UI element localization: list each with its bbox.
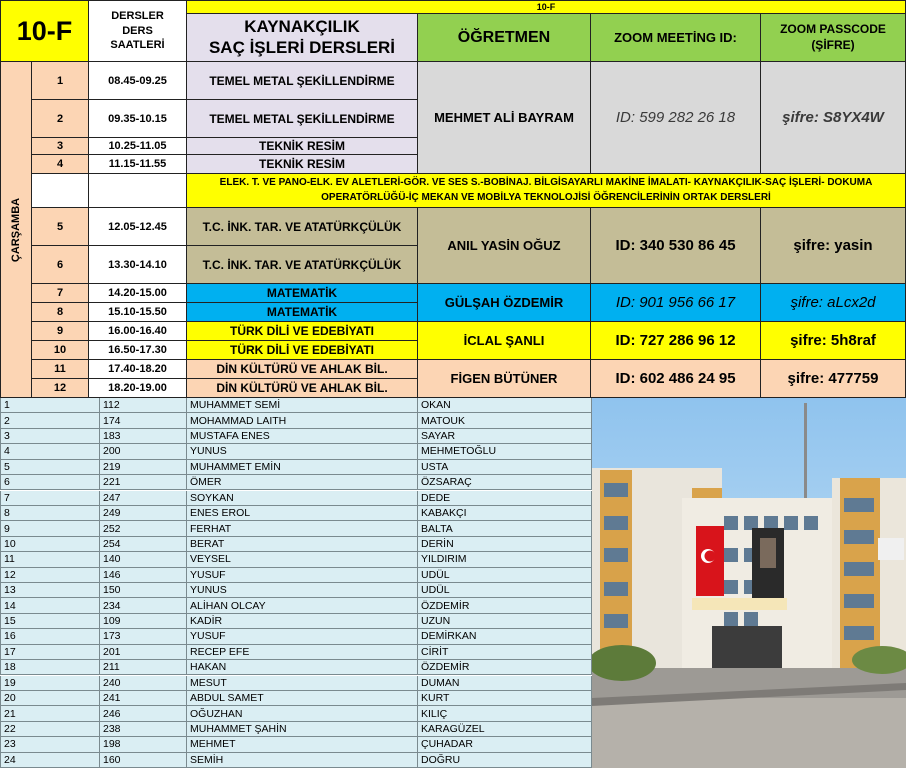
student-last-name: ÖZSARAÇ (418, 475, 592, 490)
student-last-name: KURT (418, 691, 592, 706)
table-row (0, 583, 592, 598)
row-number: 7 (0, 491, 100, 506)
student-last-name: DOĞRU (418, 753, 592, 768)
student-first-name: ENES EROL (187, 506, 418, 521)
row-number: 20 (0, 691, 100, 706)
period-time: 09.35-10.15 (89, 100, 187, 138)
row-number: 5 (0, 460, 100, 475)
row-number: 3 (0, 429, 100, 444)
period-subject: TÜRK DİLİ VE EDEBİYATI (187, 341, 418, 360)
period-number: 11 (32, 360, 89, 379)
period-subject: T.C. İNK. TAR. VE ATATÜRKÇÜLÜK (187, 208, 418, 246)
row-number: 19 (0, 676, 100, 691)
student-number: 173 (100, 629, 187, 644)
row-number: 11 (0, 552, 100, 567)
student-number: 160 (100, 753, 187, 768)
student-number: 238 (100, 722, 187, 737)
row-number: 1 (0, 398, 100, 413)
student-number: 198 (100, 737, 187, 752)
period-subject: DİN KÜLTÜRÜ VE AHLAK BİL. (187, 379, 418, 398)
passcode-header: ZOOM PASSCODE (ŞİFRE) (761, 14, 906, 62)
period-time: 10.25-11.05 (89, 138, 187, 155)
student-first-name: FERHAT (187, 521, 418, 536)
student-number: 252 (100, 521, 187, 536)
school-building-image (592, 398, 906, 768)
row-number: 13 (0, 583, 100, 598)
student-last-name: MEHMETOĞLU (418, 444, 592, 459)
student-last-name: ÖZDEMİR (418, 598, 592, 613)
period-subject: TEKNİK RESİM (187, 155, 418, 174)
table-row (0, 706, 592, 721)
zoom-id: ID: 901 956 66 17 (591, 284, 761, 322)
row-number: 18 (0, 660, 100, 675)
table-row (0, 475, 592, 490)
student-last-name: CİRİT (418, 645, 592, 660)
student-number: 112 (100, 398, 187, 413)
row-number: 9 (0, 521, 100, 536)
class-name: 10-F (0, 0, 89, 62)
student-first-name: YUNUS (187, 444, 418, 459)
row-number: 4 (0, 444, 100, 459)
period-time: 08.45-09.25 (89, 62, 187, 100)
student-number: 146 (100, 568, 187, 583)
table-row (0, 460, 592, 475)
student-first-name: SEMİH (187, 753, 418, 768)
table-row (0, 521, 592, 536)
period-number: 6 (32, 246, 89, 284)
day-label: ÇARŞAMBA (0, 62, 32, 398)
student-first-name: BERAT (187, 537, 418, 552)
row-number: 14 (0, 598, 100, 613)
table-row (0, 568, 592, 583)
period-time: 13.30-14.10 (89, 246, 187, 284)
period-number: 10 (32, 341, 89, 360)
student-number: 219 (100, 460, 187, 475)
student-number: 241 (100, 691, 187, 706)
student-number: 201 (100, 645, 187, 660)
period-number: 12 (32, 379, 89, 398)
student-number: 247 (100, 491, 187, 506)
school-building-photo (592, 398, 906, 768)
zoom-id: ID: 727 286 96 12 (591, 322, 761, 360)
period-time: 16.00-16.40 (89, 322, 187, 341)
period-number: 1 (32, 62, 89, 100)
student-first-name: SOYKAN (187, 491, 418, 506)
zoom-id-header: ZOOM MEETİNG ID: (591, 14, 761, 62)
table-row (0, 413, 592, 428)
period-subject: T.C. İNK. TAR. VE ATATÜRKÇÜLÜK (187, 246, 418, 284)
student-number: 183 (100, 429, 187, 444)
period-time: 12.05-12.45 (89, 208, 187, 246)
period-number: 7 (32, 284, 89, 303)
passcode: şifre: aLcx2d (761, 284, 906, 322)
student-first-name: HAKAN (187, 660, 418, 675)
teacher-name: MEHMET ALİ BAYRAM (418, 62, 591, 174)
common-note-blank (32, 174, 89, 208)
period-number: 9 (32, 322, 89, 341)
student-first-name: VEYSEL (187, 552, 418, 567)
table-row (0, 614, 592, 629)
student-last-name: DEMİRKAN (418, 629, 592, 644)
table-row (0, 537, 592, 552)
row-number: 15 (0, 614, 100, 629)
student-first-name: YUSUF (187, 568, 418, 583)
student-last-name: UDÜL (418, 568, 592, 583)
student-last-name: BALTA (418, 521, 592, 536)
student-number: 221 (100, 475, 187, 490)
student-last-name: MATOUK (418, 413, 592, 428)
table-row (0, 629, 592, 644)
teacher-name: FİGEN BÜTÜNER (418, 360, 591, 398)
student-number: 150 (100, 583, 187, 598)
student-number: 254 (100, 537, 187, 552)
student-first-name: ÖMER (187, 475, 418, 490)
row-number: 2 (0, 413, 100, 428)
student-last-name: ÖZDEMİR (418, 660, 592, 675)
common-note: ELEK. T. VE PANO-ELK. EV ALETLERİ-GÖR. VE SES S.-BOBİNAJ. BİLGİSAYARLI MAKİNE İMALATI- KAYNAKÇILIK-SAÇ İŞLERİ- DOKUMA OPERATÖRLÜĞÜ-İÇ MEKAN VE MOBİLYA TEKNOLOJİSİ ÖĞRENCİLERİNİN ORTAK DERSLERİ (187, 174, 906, 208)
student-number: 240 (100, 676, 187, 691)
period-number: 3 (32, 138, 89, 155)
period-time: 17.40-18.20 (89, 360, 187, 379)
period-subject: TEKNİK RESİM (187, 138, 418, 155)
student-first-name: MUHAMMET EMİN (187, 460, 418, 475)
period-subject: DİN KÜLTÜRÜ VE AHLAK BİL. (187, 360, 418, 379)
student-number: 140 (100, 552, 187, 567)
table-row (0, 737, 592, 752)
student-first-name: MUHAMMET SEMİ (187, 398, 418, 413)
student-number: 246 (100, 706, 187, 721)
period-time: 18.20-19.00 (89, 379, 187, 398)
top-band: 10-F (187, 0, 906, 14)
student-first-name: ALİHAN OLCAY (187, 598, 418, 613)
student-last-name: USTA (418, 460, 592, 475)
student-last-name: UZUN (418, 614, 592, 629)
period-number: 5 (32, 208, 89, 246)
period-number: 2 (32, 100, 89, 138)
row-number: 16 (0, 629, 100, 644)
student-number: 200 (100, 444, 187, 459)
student-first-name: MOHAMMAD LAITH (187, 413, 418, 428)
passcode: şifre: S8YX4W (761, 62, 906, 174)
teacher-name: GÜLŞAH ÖZDEMİR (418, 284, 591, 322)
period-time: 15.10-15.50 (89, 303, 187, 322)
table-row (0, 552, 592, 567)
row-number: 24 (0, 753, 100, 768)
row-number: 8 (0, 506, 100, 521)
table-row (0, 676, 592, 691)
student-first-name: ABDUL SAMET (187, 691, 418, 706)
table-row (0, 722, 592, 737)
student-first-name: YUNUS (187, 583, 418, 598)
passcode: şifre: 5h8raf (761, 322, 906, 360)
student-first-name: MUSTAFA ENES (187, 429, 418, 444)
teacher-name: İCLAL ŞANLI (418, 322, 591, 360)
zoom-id: ID: 599 282 26 18 (591, 62, 761, 174)
student-number: 249 (100, 506, 187, 521)
passcode: şifre: yasin (761, 208, 906, 284)
table-row (0, 429, 592, 444)
row-number: 17 (0, 645, 100, 660)
passcode: şifre: 477759 (761, 360, 906, 398)
period-subject: TÜRK DİLİ VE EDEBİYATI (187, 322, 418, 341)
period-subject: TEMEL METAL ŞEKİLLENDİRME (187, 100, 418, 138)
row-number: 6 (0, 475, 100, 490)
period-time: 11.15-11.55 (89, 155, 187, 174)
student-number: 109 (100, 614, 187, 629)
zoom-id: ID: 602 486 24 95 (591, 360, 761, 398)
student-last-name: KILIÇ (418, 706, 592, 721)
row-number: 12 (0, 568, 100, 583)
student-number: 234 (100, 598, 187, 613)
row-number: 21 (0, 706, 100, 721)
table-row (0, 691, 592, 706)
period-subject: TEMEL METAL ŞEKİLLENDİRME (187, 62, 418, 100)
student-first-name: MESUT (187, 676, 418, 691)
period-number: 8 (32, 303, 89, 322)
teacher-name: ANIL YASİN OĞUZ (418, 208, 591, 284)
table-row (0, 660, 592, 675)
table-row (0, 598, 592, 613)
teacher-header: ÖĞRETMEN (418, 14, 591, 62)
zoom-id: ID: 340 530 86 45 (591, 208, 761, 284)
times-header: DERSLER DERS SAATLERİ (89, 0, 187, 62)
student-last-name: ÇUHADAR (418, 737, 592, 752)
student-first-name: MEHMET (187, 737, 418, 752)
student-first-name: YUSUF (187, 629, 418, 644)
table-row (0, 645, 592, 660)
row-number: 22 (0, 722, 100, 737)
table-row (0, 398, 592, 413)
student-last-name: DUMAN (418, 676, 592, 691)
student-last-name: SAYAR (418, 429, 592, 444)
common-note-blank (89, 174, 187, 208)
student-number: 174 (100, 413, 187, 428)
student-first-name: OĞUZHAN (187, 706, 418, 721)
student-roster (0, 398, 592, 768)
table-row (0, 491, 592, 506)
table-row (0, 506, 592, 521)
student-last-name: KARAGÜZEL (418, 722, 592, 737)
period-time: 16.50-17.30 (89, 341, 187, 360)
student-last-name: OKAN (418, 398, 592, 413)
table-row (0, 444, 592, 459)
subject-header: KAYNAKÇILIK SAÇ İŞLERİ DERSLERİ (187, 14, 418, 62)
period-time: 14.20-15.00 (89, 284, 187, 303)
period-subject: MATEMATİK (187, 284, 418, 303)
student-number: 211 (100, 660, 187, 675)
period-number: 4 (32, 155, 89, 174)
student-last-name: KABAKÇI (418, 506, 592, 521)
student-last-name: YILDIRIM (418, 552, 592, 567)
student-first-name: KADİR (187, 614, 418, 629)
period-subject: MATEMATİK (187, 303, 418, 322)
student-last-name: DEDE (418, 491, 592, 506)
student-first-name: RECEP EFE (187, 645, 418, 660)
table-row (0, 753, 592, 768)
student-last-name: DERİN (418, 537, 592, 552)
row-number: 23 (0, 737, 100, 752)
row-number: 10 (0, 537, 100, 552)
student-last-name: UDÜL (418, 583, 592, 598)
student-first-name: MUHAMMET ŞAHİN (187, 722, 418, 737)
